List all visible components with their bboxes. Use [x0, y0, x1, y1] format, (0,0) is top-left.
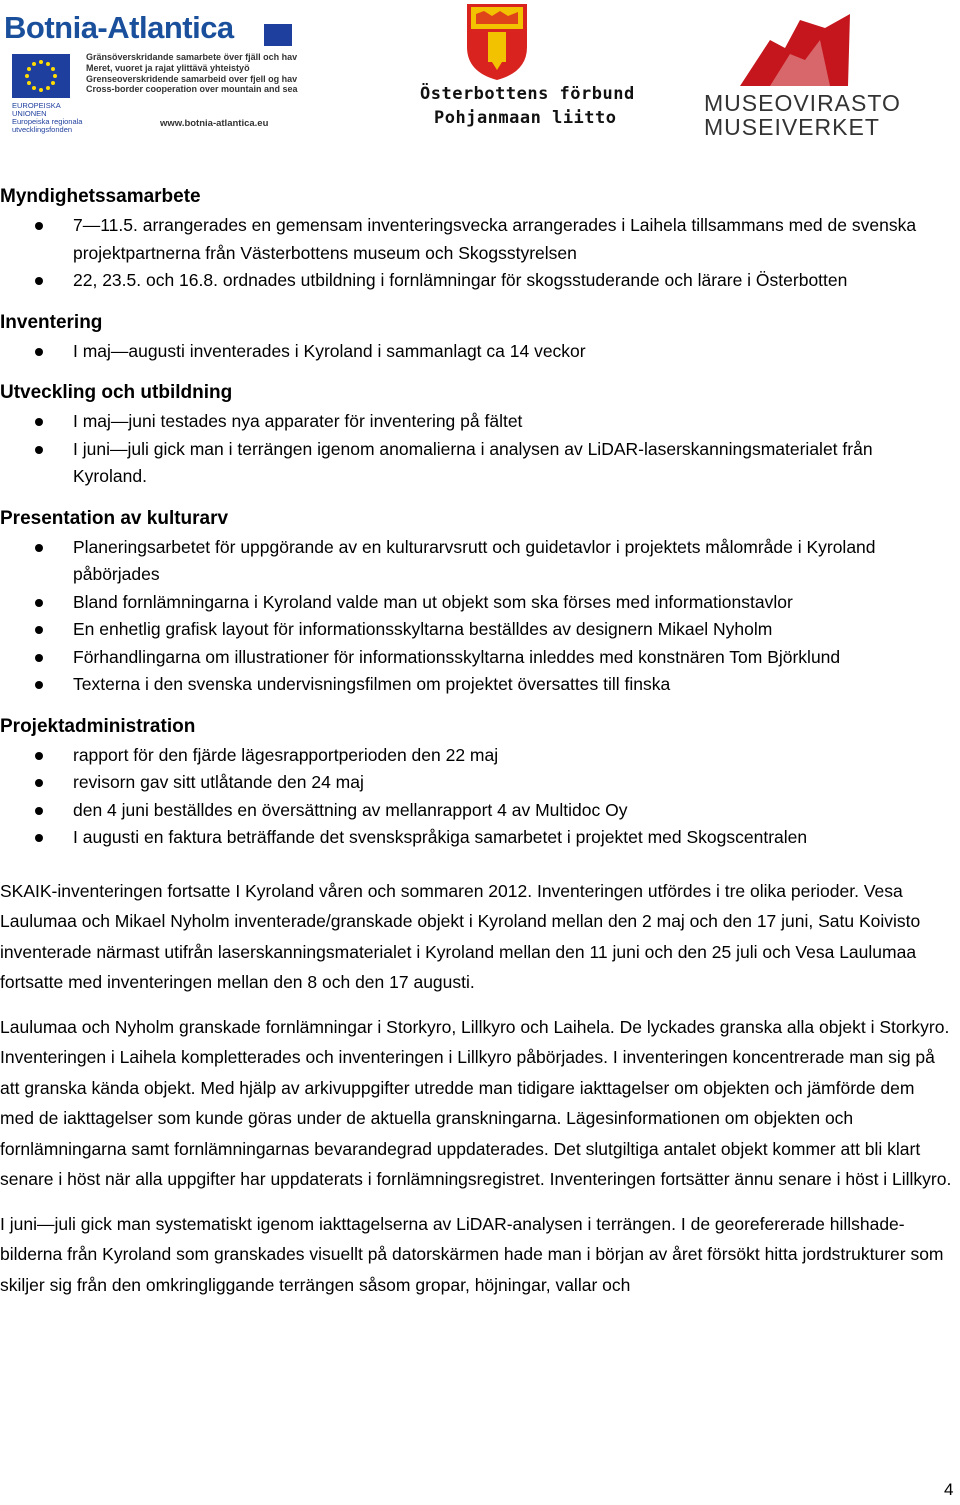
list-item: 7—11.5. arrangerades en gemensam inventeringsvecka arrangerades i Laihela tillsammans med de svenska projektpartnerna från Västerbottens museum och Skogsstyrelsen [0, 212, 960, 267]
list-item: Texterna i den svenska undervisningsfilmen om projektet översattes till finska [0, 671, 960, 699]
document-body [0, 183, 960, 1300]
eu-label [12, 102, 92, 134]
list-item: Bland fornlämningarna i Kyroland valde man ut objekt som ska förses med informationstavlor [0, 589, 960, 617]
list-item: I maj—augusti inventerades i Kyroland i sammanlagt ca 14 veckor [0, 338, 960, 366]
eu-label-line: Europeiska regionala [12, 117, 83, 126]
list-item: 22, 23.5. och 16.8. ordnades utbildning i fornlämningar för skogsstuderande och lärare i Österbotten [0, 267, 960, 295]
list-item: En enhetlig grafisk layout för informationsskyltarna beställdes av designern Mikael Nyholm [0, 616, 960, 644]
paragraph: Laulumaa och Nyholm granskade fornlämningar i Storkyro, Lillkyro och Laihela. De lyckades granska alla objekt i Storkyro. Inventeringen i Laihela kompletterades och inventeringen i Lillkyro påbörjades. I inventeringen koncentrerade man sig på att granska kända objekt. Med hjälp av arkivuppgifter utredde man tidigare iakttagelser om objekten och jämförde dem med de iakttagelser som kunde göras under de aktuella granskningarna. Lägesinformationen om objekten och fornlämningarna samt fornlämningarnas bevarandegrad uppdaterades. Det slutgiltiga antalet objekt kommer att bli klart senare i höst när alla uppgifter har uppdaterats i fornlämningsregistret. Inventeringen fortsätter ännu senare i höst i Lillkyro. [0, 1016, 952, 1189]
museovirasto-logo [700, 10, 900, 140]
museo-name-finnish: MUSEOVIRASTO [704, 90, 901, 116]
page-number: 4 [944, 1480, 954, 1499]
eu-label-line: utvecklingsfonden [12, 125, 73, 134]
tagline-line: Cross-border cooperation over mountain and sea [86, 84, 298, 95]
botnia-tagline [86, 52, 298, 95]
eu-label-line: EUROPEISKA UNIONEN [12, 101, 61, 118]
ost-name-finnish: Pohjanmaan liitto [434, 108, 617, 128]
list-item: I augusti en faktura beträffande det svenskspråkiga samarbetet i projektet med Skogscentralen [0, 824, 960, 852]
list-item: den 4 juni beställdes en översättning av mellanrapport 4 av Multidoc Oy [0, 797, 960, 825]
list-item: Förhandlingarna om illustrationer för informationsskyltarna inleddes med konstnären Tom Björklund [0, 644, 960, 672]
section-heading: Projektadministration [0, 715, 196, 737]
page-header [0, 0, 960, 150]
tagline-line: Grenseoverskridende samarbeid over fjell og hav [86, 73, 298, 84]
list-item: I juni—juli gick man i terrängen igenom anomalierna i analysen av LiDAR-laserskanningsmaterialet från Kyroland. [0, 436, 960, 491]
botnia-title: Botnia-Atlantica [4, 10, 234, 45]
ost-name-swedish: Österbottens förbund [420, 84, 635, 104]
bullet-list [0, 742, 960, 852]
coat-of-arms-icon [462, 2, 532, 82]
botnia-atlantica-logo [4, 6, 298, 134]
section-heading: Utveckling och utbildning [0, 382, 233, 403]
bullet-list [0, 408, 960, 491]
tagline-line: Gränsöverskridande samarbete över fjäll och hav [86, 52, 298, 62]
osterbottens-forbund-logo [412, 0, 635, 140]
section-projektadministration [0, 715, 960, 852]
section-myndighetssamarbete [0, 185, 960, 295]
section-heading: Presentation av kulturarv [0, 507, 229, 529]
list-item: rapport för den fjärde lägesrapportperioden den 22 maj [0, 742, 960, 770]
list-item: I maj—juni testades nya apparater för inventering på fältet [0, 408, 960, 436]
section-heading: Myndighetssamarbete [0, 186, 201, 207]
paragraph: SKAIK-inventeringen fortsatte I Kyroland våren och sommaren 2012. Inventeringen utfördes i tre olika perioder. Vesa Laulumaa och Mikael Nyholm inventerade/granskade objekt i Kyroland mellan den 2 maj och den 17 juni, Satu Koivisto inventerade närmast utifrån laserskanningsmaterialet i Kyroland mellan den 11 juni och den 25 juli och Vesa Laulumaa fortsatte med inventeringen mellan den 8 och den 17 augusti. [0, 880, 921, 992]
bullet-list [0, 338, 960, 366]
eu-mini-flag-icon [264, 24, 292, 46]
section-presentation [0, 507, 960, 699]
tagline-line: Meret, vuoret ja rajat ylittävä yhteistyö [86, 62, 250, 73]
list-item: revisorn gav sitt utlåtande den 24 maj [0, 769, 960, 797]
list-item: Planeringsarbetet för uppgörande av en kulturarvsrutt och guidetavlor i projektets målområde i Kyroland påbörjades [0, 534, 960, 589]
paragraph: I juni—juli gick man systematiskt igenom iakttagelserna av LiDAR-analysen i terrängen. I de georefererade hillshade-bilderna från Kyroland som granskades visuellt på datorskärmen hade man i början av året försökt hitta jordstrukturer som skiljer sig från den omkringliggande terrängen såsom gropar, höjningar, vallar och [0, 1213, 944, 1295]
bullet-list [0, 534, 960, 699]
botnia-url: www.botnia-atlantica.eu [160, 118, 269, 129]
section-heading: Inventering [0, 311, 103, 333]
bullet-list [0, 212, 960, 295]
museovirasto-emblem-icon [730, 10, 870, 88]
section-inventering [0, 311, 960, 366]
eu-flag-icon [12, 54, 70, 98]
museo-name-swedish: MUSEIVERKET [704, 114, 880, 140]
section-utveckling [0, 381, 960, 491]
